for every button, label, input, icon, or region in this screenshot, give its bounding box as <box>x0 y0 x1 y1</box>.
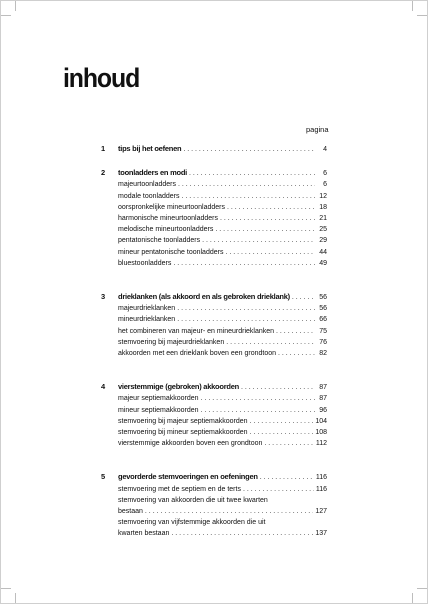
table-of-contents <box>63 141 327 540</box>
leader-dots <box>292 292 315 303</box>
chapter-number: 4 <box>101 382 106 392</box>
entry-title: stemvoering bij majeurdrieklanken <box>118 338 225 346</box>
entry-title: modale toonladders <box>118 192 180 200</box>
toc-section <box>63 167 327 269</box>
toc-entry-row[interactable] <box>63 416 327 427</box>
toc-entry-row[interactable] <box>63 495 327 506</box>
entry-page-number: 76 <box>319 338 327 346</box>
toc-entry-row[interactable] <box>63 314 327 325</box>
toc-entry-row[interactable] <box>63 179 327 190</box>
toc-entry-row[interactable] <box>63 348 327 359</box>
chapter-number: 3 <box>101 292 106 302</box>
chapter-title: gevorderde stemvoeringen en oefeningen <box>118 472 258 482</box>
toc-chapter-row[interactable] <box>63 143 327 155</box>
leader-dots <box>220 213 315 224</box>
toc-entry-row[interactable] <box>63 191 327 202</box>
leader-dots <box>225 247 315 258</box>
entry-title: stemvoering van akkoorden die uit twee kwarten <box>118 496 268 504</box>
chapter-number: 1 <box>101 144 106 153</box>
entry-page-number: 12 <box>319 192 327 200</box>
entry-title: kwarten bestaan <box>118 530 170 538</box>
leader-dots <box>276 326 315 337</box>
toc-section <box>63 381 327 449</box>
leader-dots <box>183 144 315 155</box>
leader-dots <box>177 303 315 314</box>
entry-page-number: 108 <box>315 429 327 437</box>
entry-title: oorspronkelijke mineurtoonladders <box>118 203 226 211</box>
leader-dots <box>250 416 314 427</box>
crop-mark <box>15 593 16 603</box>
entry-page-number: 6 <box>323 181 327 189</box>
entry-page-number: 137 <box>315 530 327 538</box>
crop-mark <box>417 588 427 589</box>
leader-dots <box>145 506 313 517</box>
toc-entry-row[interactable] <box>63 213 327 224</box>
chapter-page-number: 56 <box>319 294 327 302</box>
crop-mark <box>412 1 413 11</box>
entry-page-number: 75 <box>319 327 327 335</box>
entry-title: bluestoonladders <box>118 259 172 267</box>
entry-page-number: 96 <box>319 406 327 414</box>
leader-dots <box>226 337 315 348</box>
pagina-label: pagina <box>306 125 329 134</box>
chapter-number: 5 <box>101 472 106 482</box>
toc-entry-row[interactable] <box>63 326 327 337</box>
entry-title: majeurdrieklanken <box>118 305 176 313</box>
leader-dots <box>201 393 315 404</box>
leader-dots <box>241 382 315 393</box>
leader-dots <box>227 202 315 213</box>
leader-dots <box>278 348 315 359</box>
entry-page-number: 29 <box>319 237 327 245</box>
entry-page-number: 66 <box>319 316 327 324</box>
toc-entry-row[interactable] <box>63 506 327 517</box>
entry-page-number: 49 <box>319 259 327 267</box>
toc-entry-row[interactable] <box>63 202 327 213</box>
entry-title: stemvoering bij mineur septiemakkoorden <box>118 429 248 437</box>
entry-title: stemvoering bij majeur septiemakkoorden <box>118 417 248 425</box>
leader-dots <box>182 191 316 202</box>
crop-mark <box>15 1 16 11</box>
entry-title: stemvoering met de septiem en de terts <box>118 485 241 493</box>
leader-dots <box>178 179 315 190</box>
toc-entry-row[interactable] <box>63 528 327 539</box>
leader-dots <box>260 472 314 483</box>
entry-page-number: 87 <box>319 395 327 403</box>
toc-section <box>63 471 327 539</box>
entry-title: harmonische mineurtoonladders <box>118 215 218 223</box>
entry-page-number: 82 <box>319 350 327 358</box>
toc-entry-row[interactable] <box>63 484 327 495</box>
toc-chapter-row[interactable] <box>63 167 327 179</box>
leader-dots <box>202 235 315 246</box>
entry-page-number: 25 <box>319 226 327 234</box>
entry-title: stemvoering van vijfstemmige akkoorden die uit <box>118 519 266 527</box>
crop-mark <box>1 15 11 16</box>
entry-title: pentatonische toonladders <box>118 237 201 245</box>
toc-section <box>63 291 327 359</box>
entry-page-number: 21 <box>319 215 327 223</box>
chapter-title: drieklanken (als akkoord en als gebroken drieklank) <box>118 292 290 302</box>
toc-entry-row[interactable] <box>63 337 327 348</box>
leader-dots <box>177 314 315 325</box>
entry-title: majeurtoonladders <box>118 181 176 189</box>
crop-mark <box>412 593 413 603</box>
chapter-title: tips bij het oefenen <box>118 144 182 153</box>
entry-page-number: 44 <box>319 248 327 256</box>
entry-page-number: 116 <box>315 485 327 493</box>
entry-page-number: 112 <box>315 440 327 448</box>
toc-entry-row[interactable] <box>63 303 327 314</box>
entry-title: vierstemmige akkoorden boven een grondtoon <box>118 440 263 448</box>
leader-dots <box>201 405 315 416</box>
leader-dots <box>250 427 314 438</box>
crop-mark <box>1 588 11 589</box>
toc-chapter-row[interactable] <box>63 291 327 303</box>
entry-title: het combineren van majeur- en mineurdrieklanken <box>118 327 275 335</box>
toc-entry-row[interactable] <box>63 235 327 246</box>
leader-dots <box>243 484 314 495</box>
toc-entry-row[interactable] <box>63 427 327 438</box>
leader-dots <box>215 224 315 235</box>
toc-entry-row[interactable] <box>63 405 327 416</box>
toc-entry-row[interactable] <box>63 258 327 269</box>
leader-dots <box>171 528 313 539</box>
entry-title: mineur pentatonische toonladders <box>118 248 224 256</box>
entry-title: akkoorden met een drieklank boven een grondtoon <box>118 350 276 358</box>
crop-mark <box>417 15 427 16</box>
chapter-page-number: 4 <box>323 146 327 153</box>
chapter-title: vierstemmige (gebroken) akkoorden <box>118 382 239 392</box>
leader-dots <box>189 168 315 179</box>
chapter-page-number: 87 <box>319 384 327 392</box>
chapter-title: toonladders en modi <box>118 168 188 178</box>
entry-page-number: 56 <box>319 305 327 313</box>
toc-entry-row[interactable] <box>63 224 327 235</box>
entry-title: mineurdrieklanken <box>118 316 176 324</box>
toc-entry-row[interactable] <box>63 247 327 258</box>
toc-entry-row[interactable] <box>63 517 327 528</box>
chapter-page-number: 116 <box>315 474 327 482</box>
leader-dots <box>173 258 315 269</box>
toc-entry-row[interactable] <box>63 393 327 404</box>
leader-dots <box>264 438 313 449</box>
toc-section <box>63 143 327 155</box>
entry-title: melodische mineurtoonladders <box>118 226 214 234</box>
entry-page-number: 127 <box>315 508 327 516</box>
entry-title: bestaan <box>118 508 143 516</box>
toc-chapter-row[interactable] <box>63 381 327 393</box>
entry-title: majeur septiemakkoorden <box>118 395 199 403</box>
page-title: inhoud <box>63 63 140 93</box>
entry-page-number: 18 <box>319 203 327 211</box>
entry-title: mineur septiemakkoorden <box>118 406 199 414</box>
chapter-number: 2 <box>101 168 106 178</box>
toc-entry-row[interactable] <box>63 438 327 449</box>
entry-page-number: 104 <box>315 417 327 425</box>
toc-chapter-row[interactable] <box>63 471 327 483</box>
chapter-page-number: 6 <box>323 170 327 178</box>
